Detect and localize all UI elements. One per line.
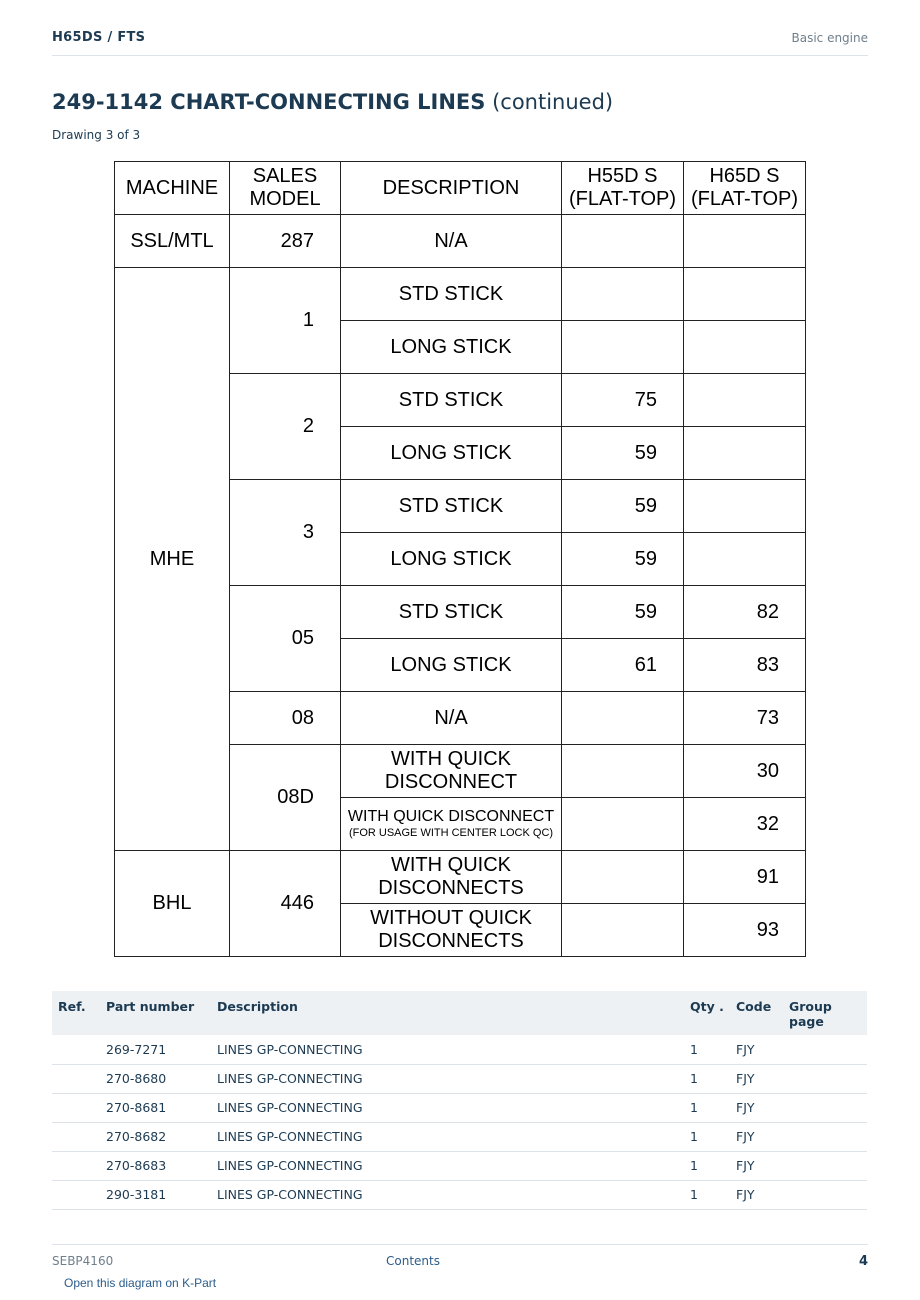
parts-cell-description: LINES GP-CONNECTING bbox=[211, 1151, 684, 1180]
chart-cell-h55 bbox=[562, 692, 684, 745]
parts-cell-part-number: 270-8683 bbox=[100, 1151, 211, 1180]
parts-cell-qty: 1 bbox=[684, 1180, 730, 1209]
chart-cell-machine: SSL/MTL bbox=[115, 215, 230, 268]
parts-cell-group-page bbox=[783, 1122, 867, 1151]
chart-cell-h55 bbox=[562, 798, 684, 851]
chart-cell-desc: N/A bbox=[341, 692, 562, 745]
parts-cell-ref bbox=[52, 1064, 100, 1093]
parts-cell-description: LINES GP-CONNECTING bbox=[211, 1035, 684, 1064]
parts-cell-part-number: 269-7271 bbox=[100, 1035, 211, 1064]
chart-cell-h55 bbox=[562, 268, 684, 321]
chart-cell-h65: 83 bbox=[684, 639, 806, 692]
chart-cell-h65: 82 bbox=[684, 586, 806, 639]
parts-cell-qty: 1 bbox=[684, 1035, 730, 1064]
page-number: 4 bbox=[858, 1254, 868, 1269]
parts-cell-group-page bbox=[783, 1064, 867, 1093]
chart-cell-desc: LONG STICK bbox=[341, 533, 562, 586]
chart-cell-desc: WITH QUICK DISCONNECTS bbox=[341, 851, 562, 904]
drawing-indicator: Drawing 3 of 3 bbox=[52, 128, 141, 142]
chart-cell-model: 287 bbox=[230, 215, 341, 268]
chart-cell-desc: WITH QUICK DISCONNECT bbox=[341, 745, 562, 798]
page-title bbox=[52, 90, 613, 114]
chart-cell-h65: 30 bbox=[684, 745, 806, 798]
page-footer bbox=[52, 1244, 868, 1275]
title-suffix: (continued) bbox=[492, 90, 614, 114]
section-label: Basic engine bbox=[791, 31, 868, 45]
parts-cell-group-page bbox=[783, 1093, 867, 1122]
chart-cell-h55 bbox=[562, 215, 684, 268]
chart-cell-h55 bbox=[562, 321, 684, 374]
chart-cell-h55 bbox=[562, 745, 684, 798]
chart-cell-h65 bbox=[684, 215, 806, 268]
parts-cell-description: LINES GP-CONNECTING bbox=[211, 1064, 684, 1093]
chart-header-description: DESCRIPTION bbox=[341, 162, 562, 215]
parts-header-row bbox=[52, 991, 867, 1035]
parts-cell-qty: 1 bbox=[684, 1064, 730, 1093]
chart-cell-model: 2 bbox=[230, 374, 341, 480]
table-row bbox=[52, 1093, 867, 1122]
chart-cell-h65: 91 bbox=[684, 851, 806, 904]
parts-cell-part-number: 270-8681 bbox=[100, 1093, 211, 1122]
kpart-link[interactable]: Open this diagram on K-Part bbox=[64, 1276, 217, 1290]
chart-row bbox=[115, 851, 806, 904]
chart-header-sales-model: SALES MODEL bbox=[230, 162, 341, 215]
chart-cell-desc: STD STICK bbox=[341, 374, 562, 427]
parts-cell-qty: 1 bbox=[684, 1151, 730, 1180]
parts-cell-ref bbox=[52, 1151, 100, 1180]
chart-cell-h65 bbox=[684, 268, 806, 321]
parts-cell-part-number: 290-3181 bbox=[100, 1180, 211, 1209]
parts-cell-code: FJY bbox=[730, 1035, 783, 1064]
chart-header-machine: MACHINE bbox=[115, 162, 230, 215]
chart-cell-desc: LONG STICK bbox=[341, 427, 562, 480]
chart-row bbox=[115, 215, 806, 268]
parts-cell-description: LINES GP-CONNECTING bbox=[211, 1122, 684, 1151]
parts-cell-code: FJY bbox=[730, 1064, 783, 1093]
parts-header-group-page: Group page bbox=[783, 991, 867, 1035]
parts-cell-code: FJY bbox=[730, 1122, 783, 1151]
table-row bbox=[52, 1151, 867, 1180]
title-main: 249-1142 CHART-CONNECTING LINES bbox=[52, 90, 486, 114]
parts-cell-code: FJY bbox=[730, 1151, 783, 1180]
chart-cell-h65 bbox=[684, 427, 806, 480]
contents-link[interactable]: Contents bbox=[386, 1254, 440, 1268]
parts-cell-part-number: 270-8680 bbox=[100, 1064, 211, 1093]
chart-cell-desc: N/A bbox=[341, 215, 562, 268]
chart-header-h65ds: H65D S (FLAT-TOP) bbox=[684, 162, 806, 215]
parts-cell-group-page bbox=[783, 1180, 867, 1209]
chart-cell-model: 1 bbox=[230, 268, 341, 374]
chart-cell-h55 bbox=[562, 851, 684, 904]
chart-cell-h65: 93 bbox=[684, 904, 806, 957]
document-id: SEBP4160 bbox=[52, 1254, 114, 1268]
chart-cell-desc: STD STICK bbox=[341, 586, 562, 639]
breadcrumb: H65DS / FTS bbox=[52, 30, 146, 45]
table-row bbox=[52, 1180, 867, 1209]
parts-cell-code: FJY bbox=[730, 1180, 783, 1209]
chart-cell-desc-note: (FOR USAGE WITH CENTER LOCK QC) bbox=[348, 827, 554, 839]
parts-cell-qty: 1 bbox=[684, 1122, 730, 1151]
parts-header-code: Code bbox=[730, 991, 783, 1035]
parts-cell-group-page bbox=[783, 1035, 867, 1064]
chart-cell-desc-main: WITH QUICK DISCONNECT bbox=[347, 808, 555, 825]
chart-header-row bbox=[115, 162, 806, 215]
chart-cell-h65 bbox=[684, 374, 806, 427]
parts-header-ref: Ref. bbox=[52, 991, 100, 1035]
table-row bbox=[52, 1064, 867, 1093]
chart-row bbox=[115, 268, 806, 321]
chart-cell-machine-bhl: BHL bbox=[115, 851, 230, 957]
chart-cell-h55: 59 bbox=[562, 533, 684, 586]
parts-cell-description: LINES GP-CONNECTING bbox=[211, 1180, 684, 1209]
chart-cell-h55: 59 bbox=[562, 586, 684, 639]
chart-cell-desc bbox=[341, 798, 562, 851]
chart-cell-h65: 32 bbox=[684, 798, 806, 851]
chart-cell-model: 08 bbox=[230, 692, 341, 745]
parts-cell-code: FJY bbox=[730, 1093, 783, 1122]
chart-cell-model: 3 bbox=[230, 480, 341, 586]
parts-list-table bbox=[52, 991, 867, 1210]
table-row bbox=[52, 1035, 867, 1064]
table-row bbox=[52, 1122, 867, 1151]
chart-cell-h65 bbox=[684, 321, 806, 374]
parts-header-description: Description bbox=[211, 991, 684, 1035]
chart-cell-model: 08D bbox=[230, 745, 341, 851]
parts-cell-qty: 1 bbox=[684, 1093, 730, 1122]
chart-cell-desc: LONG STICK bbox=[341, 321, 562, 374]
parts-cell-ref bbox=[52, 1093, 100, 1122]
parts-cell-ref bbox=[52, 1035, 100, 1064]
chart-cell-h65 bbox=[684, 533, 806, 586]
chart-cell-h55: 59 bbox=[562, 427, 684, 480]
parts-header-qty: Qty . bbox=[684, 991, 730, 1035]
chart-header-h55ds: H55D S (FLAT-TOP) bbox=[562, 162, 684, 215]
parts-cell-ref bbox=[52, 1180, 100, 1209]
chart-cell-desc: STD STICK bbox=[341, 268, 562, 321]
chart-cell-model: 05 bbox=[230, 586, 341, 692]
parts-cell-group-page bbox=[783, 1151, 867, 1180]
page-header bbox=[52, 28, 868, 56]
chart-cell-h65 bbox=[684, 480, 806, 533]
parts-cell-part-number: 270-8682 bbox=[100, 1122, 211, 1151]
chart-cell-h55 bbox=[562, 904, 684, 957]
parts-header-part-number: Part number bbox=[100, 991, 211, 1035]
chart-cell-machine-mhe: MHE bbox=[115, 268, 230, 851]
chart-cell-h55: 61 bbox=[562, 639, 684, 692]
chart-cell-desc: STD STICK bbox=[341, 480, 562, 533]
chart-cell-model: 446 bbox=[230, 851, 341, 957]
chart-cell-desc: WITHOUT QUICK DISCONNECTS bbox=[341, 904, 562, 957]
chart-cell-h65: 73 bbox=[684, 692, 806, 745]
connecting-lines-chart bbox=[114, 161, 806, 957]
chart-cell-desc: LONG STICK bbox=[341, 639, 562, 692]
chart-cell-h55: 59 bbox=[562, 480, 684, 533]
chart-cell-h55: 75 bbox=[562, 374, 684, 427]
parts-cell-ref bbox=[52, 1122, 100, 1151]
parts-cell-description: LINES GP-CONNECTING bbox=[211, 1093, 684, 1122]
